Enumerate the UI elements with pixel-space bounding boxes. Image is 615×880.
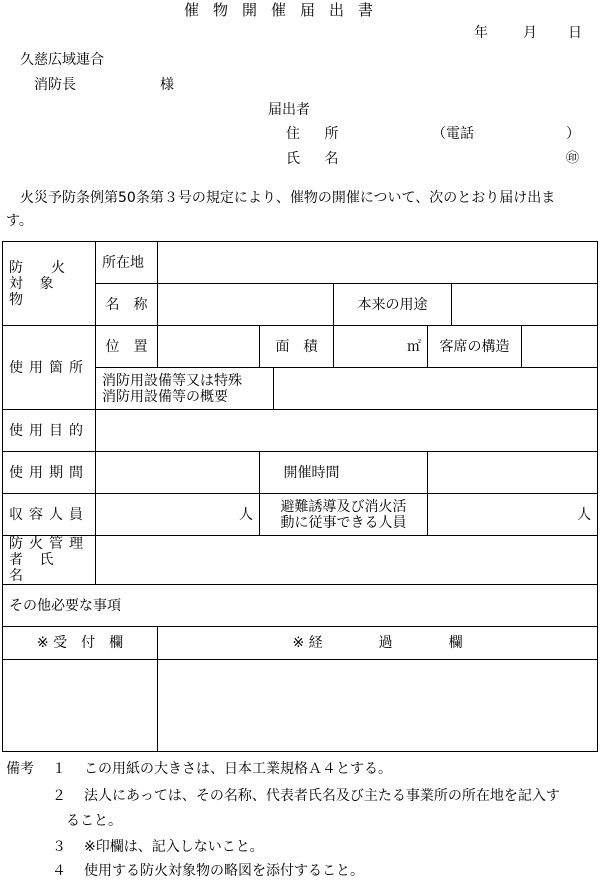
- original-use-field[interactable]: [452, 284, 598, 326]
- date-year: 年: [474, 25, 488, 41]
- equipment-label-2: 消防用設備等の概要: [102, 388, 228, 405]
- other-field[interactable]: [3, 585, 598, 627]
- equipment-field[interactable]: [274, 368, 598, 410]
- period-label: 使用期間: [3, 452, 96, 494]
- date-day: 日: [568, 25, 582, 41]
- applicant-label: 届出者: [268, 102, 310, 118]
- area-field[interactable]: [334, 326, 428, 368]
- area-unit: ㎡: [407, 338, 421, 355]
- equipment-label: [96, 368, 274, 410]
- addressee-title: 消防長: [34, 77, 76, 93]
- reception-field[interactable]: [3, 660, 158, 752]
- form-table: [2, 241, 598, 752]
- evac-unit: 人: [577, 506, 592, 523]
- seating-label: 客席の構造: [428, 326, 522, 368]
- phone-close: ）: [566, 126, 580, 142]
- address-label: 住 所: [286, 126, 349, 142]
- capacity-label: 収容人員: [3, 494, 96, 536]
- note-1: この用紙の大きさは、日本工業規格Ａ４とする。: [84, 761, 392, 777]
- name-label: 氏 名: [286, 151, 349, 167]
- note-3-number: ３: [52, 839, 66, 855]
- evac-field[interactable]: [428, 494, 598, 536]
- manager-label-2: 者 氏 名: [9, 552, 60, 584]
- other-label: その他必要な事項: [9, 597, 121, 614]
- target-label-1: 防 火: [9, 259, 65, 276]
- original-use-label: 本来の用途: [334, 284, 452, 326]
- hours-label: 開催時間: [260, 452, 428, 494]
- target-label-cell: [3, 242, 96, 326]
- phone-label: （電話: [432, 126, 474, 142]
- use-place-label: 使用箇所: [3, 326, 96, 410]
- location-field[interactable]: [158, 242, 598, 284]
- page-title: 催物開催届出書: [184, 1, 388, 19]
- reception-label: ※ 受 付 欄: [3, 627, 158, 660]
- position-label: 位 置: [96, 326, 158, 368]
- addressee-org: 久慈広域連合: [20, 52, 104, 68]
- evac-label: [260, 494, 428, 536]
- date-month: 月: [523, 25, 537, 41]
- progress-label: ※ 経 過 欄: [158, 627, 598, 660]
- manager-label: [3, 536, 96, 585]
- note-2b: ること。: [66, 813, 122, 829]
- seating-field[interactable]: [522, 326, 598, 368]
- manager-label-1: 防火管理: [9, 536, 89, 552]
- purpose-label: 使用目的: [3, 410, 96, 452]
- location-label: 所在地: [96, 242, 158, 284]
- purpose-field[interactable]: [96, 410, 598, 452]
- evac-label-1: 避難誘導及び消火活: [280, 498, 407, 515]
- capacity-field[interactable]: [96, 494, 260, 536]
- seal-mark: ㊞: [566, 151, 580, 166]
- evac-label-2: 動に従事できる人員: [280, 514, 407, 531]
- manager-field[interactable]: [96, 536, 598, 585]
- intro-line-1: 火災予防条例第50条第３号の規定により、催物の開催について、次のとおり届け出ま: [6, 190, 556, 206]
- notes-label: 備考: [6, 761, 34, 777]
- target-label-2: 対 象 物: [9, 275, 60, 308]
- progress-field[interactable]: [158, 660, 598, 752]
- equipment-label-1: 消防用設備等又は特殊: [102, 372, 242, 389]
- intro-line-2: す。: [6, 213, 33, 229]
- position-field[interactable]: [158, 326, 260, 368]
- note-2a: 法人にあっては、その名称、代表者氏名及び主たる事業所の所在地を記入す: [84, 788, 560, 804]
- note-1-number: １: [52, 761, 66, 777]
- name-field[interactable]: [158, 284, 334, 326]
- hours-field[interactable]: [428, 452, 598, 494]
- area-label: 面 積: [260, 326, 334, 368]
- note-2-number: ２: [52, 788, 66, 804]
- note-4-number: ４: [52, 863, 66, 879]
- period-field[interactable]: [96, 452, 260, 494]
- addressee-suffix: 様: [160, 77, 174, 93]
- note-4: 使用する防火対象物の略図を添付すること。: [84, 863, 364, 879]
- capacity-unit: 人: [239, 506, 253, 523]
- name-label-cell: 名 称: [96, 284, 158, 326]
- note-3: ※印欄は、記入しないこと。: [84, 839, 264, 855]
